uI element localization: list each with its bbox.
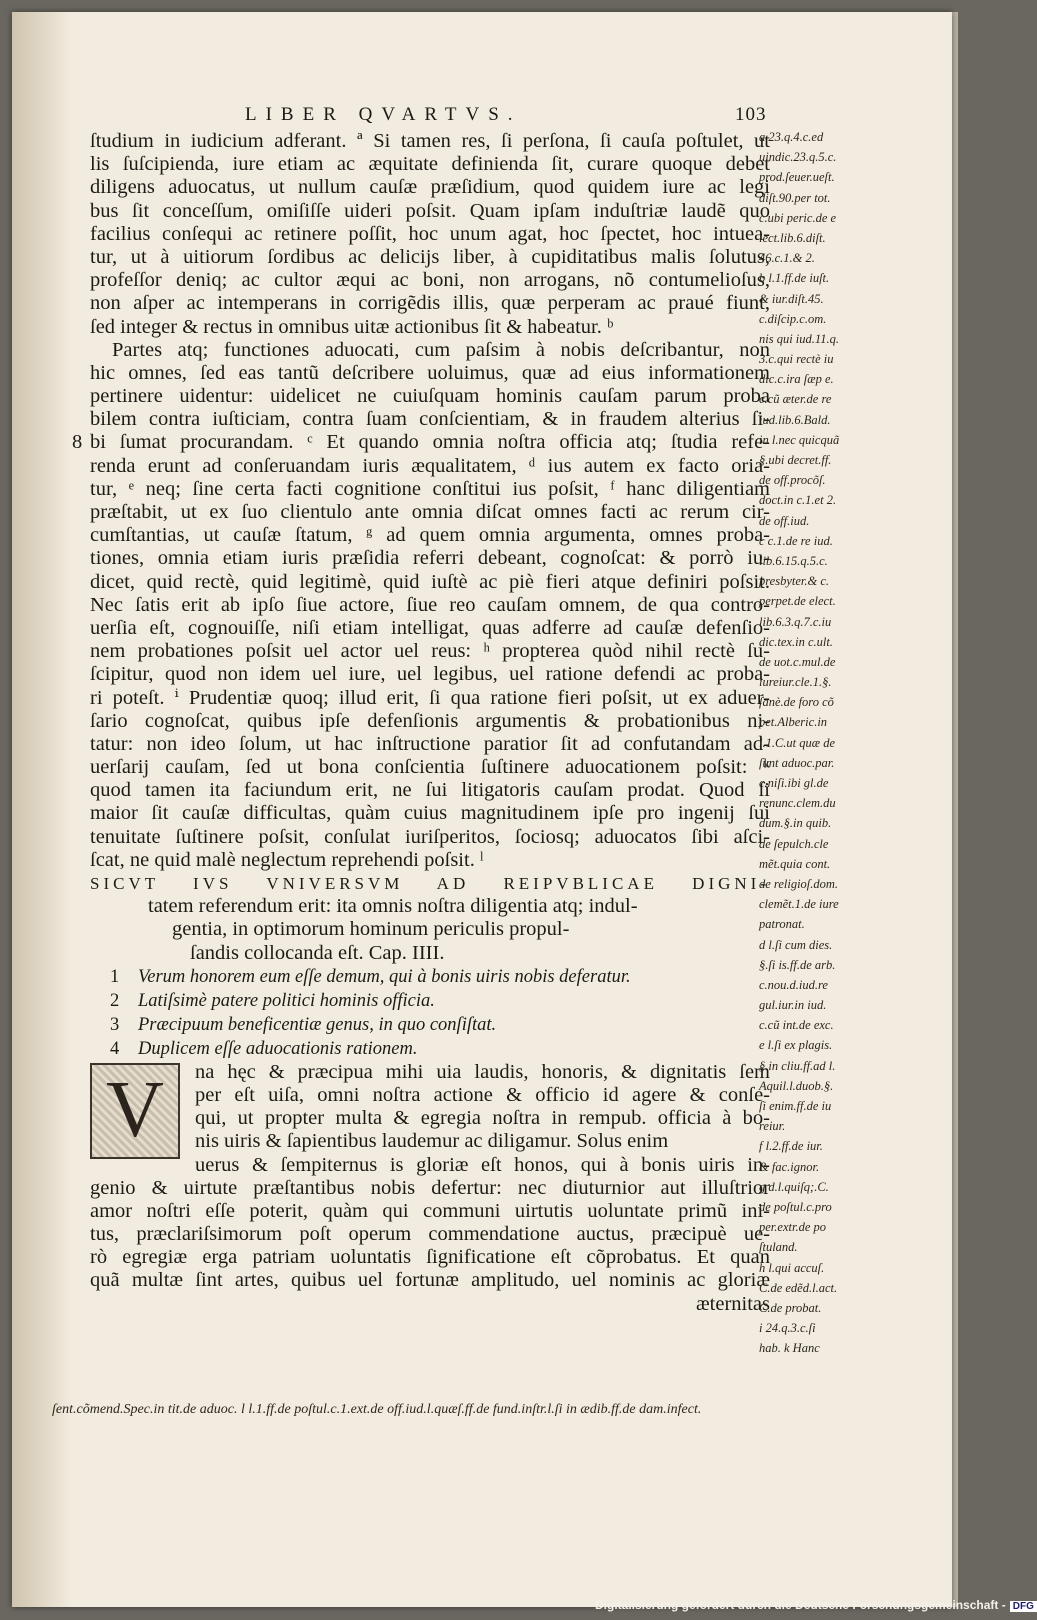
text-line: cumſtantias, ut cauſæ ſtatum, ᵍ ad quem omnia argumenta, omnes proba- — [90, 524, 770, 547]
text-line: bi ſumat procurandam. ᶜ Et quando omnia noſtra officia atq; ſtudia refe- 8 — [72, 431, 770, 454]
summary-text: Duplicem eſſe aduocationis rationem. — [138, 1038, 418, 1059]
margin-note: patronat. — [759, 917, 805, 932]
text-line: ri poteſt. ⁱ Prudentiæ quoq; illud erit, ſi qua ratione fieri poſsit, ut ex aduer- — [90, 686, 770, 709]
decorated-initial: V — [90, 1063, 180, 1159]
text-line: per eſt uiſa, omni noſtra actione & officio id agere & conſe- — [195, 1083, 770, 1106]
margin-note: uindic.23.q.5.c. — [759, 150, 837, 165]
margin-note: dic.c.ira ſæp e. — [759, 372, 834, 387]
text-line: tur, ᵉ neq; ſine certa facti cognitione conſtitui ius poſsit, ᶠ hanc diligentiam — [90, 477, 770, 500]
summary-text: Latiſsimè patere politici hominis officia. — [138, 990, 435, 1011]
page-gutter — [12, 12, 72, 1607]
margin-note: per.extr.de po — [759, 1220, 826, 1235]
margin-note: de religioſ.dom. — [759, 876, 839, 891]
text-line: ſtudium in iudicium adferant. ª Si tamen res, ſi perſona, ſi cauſa poſtulet, ut — [90, 130, 770, 152]
margin-note: gul.iur.in iud. — [759, 998, 827, 1013]
chapter-heading-caps: SICVT IVS VNIVERSVM AD REIPVBLICAE DIGNI- — [90, 874, 770, 893]
margin-note: iureiur.cle.1.§. — [759, 675, 832, 690]
chapter-heading-line: ſandis collocanda eſt. Cap. IIII. — [190, 941, 445, 964]
text-line: præſtabit, ut ex ſuo clientulo ante omnia diſcat omnes facti ac rerum cir- — [90, 501, 770, 523]
margin-note: presbyter.& c. — [759, 574, 830, 589]
margin-note: renunc.clem.du — [759, 796, 836, 811]
text-line: tur, ut à uitiorum ſordibus ac delicijs liber, à cupiditatibus malis ſolutus, — [90, 245, 770, 268]
dfg-logo: DFG — [1010, 1601, 1037, 1612]
text-line: nis uiris & ſapientibus laudemur ac diligamur. Solus enim — [195, 1130, 669, 1153]
text-line: uerſia eſt, cognouiſſe, niſi etiam intelligat, quas adferre ad cauſæ defenſio- — [90, 616, 770, 639]
margin-note: §.ſi is.ff.de arb. — [759, 957, 836, 972]
margin-note: b l.1.ff.de iuſt. — [759, 271, 830, 286]
margin-note: e l.ſi ex plagis. — [759, 1038, 833, 1053]
margin-note: & fac.ignor. — [759, 1159, 820, 1174]
margin-note: c.cũ æter.de re — [759, 392, 832, 407]
margin-note: C.de probat. — [759, 1300, 822, 1315]
margin-note: 3.c.qui rectè iu — [759, 352, 834, 367]
margin-note: in l.nec quicquã — [759, 432, 840, 447]
text-line: bus ſit conceſſum, omiſiſſe uideri poſsit. Quam ipſam induſtriæ laudẽ quo — [90, 199, 770, 222]
margin-note: de off.iud. — [759, 513, 810, 528]
text-line: dicet, quid rectè, quid legitimè, quid iuſtè ac piè fieri atque definiri poſsit. — [90, 570, 770, 593]
margin-note: §.ubi decret.ff. — [759, 453, 832, 467]
summary-item — [90, 965, 770, 989]
summary-text: Verum honorem eum eſſe demum, qui à bonis uiris nobis deferatur. — [138, 966, 631, 987]
margin-note: Aquil.l.duob.§. — [759, 1078, 834, 1093]
text-line: genio & uirtute præſtantibus nobis defertur: nec diuturnior aut illuſtrior — [90, 1176, 770, 1199]
margin-note: perpet.de elect. — [759, 594, 836, 609]
summary-number: 1 — [110, 966, 120, 987]
text-line: nem probationes poſsit uel actor uel reus: ʰ propterea quòd nihil rectè ſu- — [90, 640, 770, 663]
text-line: lis ſuſcipienda, iure etiam ac æquitate definienda ſit, curare quoque debet — [90, 153, 770, 176]
summary-item — [90, 1037, 770, 1061]
margin-note: §.in cliu.ff.ad l. — [759, 1058, 836, 1073]
text-line: qui, ut propter multa & egregia noſtra in rempub. officia à bo- — [195, 1107, 770, 1130]
margin-note: diſt.90.per tot. — [759, 190, 831, 205]
running-header — [245, 104, 770, 126]
margin-note: lect.lib.6.diſt. — [759, 230, 826, 245]
chapter-heading-line: tatem referendum erit: ita omnis noſtra diligentia atq; indul- — [148, 895, 638, 918]
running-title: LIBER QVARTVS. — [245, 104, 522, 125]
text-line: na hęc & præcipua mihi uia laudis, honoris, & dignitatis ſem — [195, 1060, 770, 1083]
margin-note: & iur.diſt.45. — [759, 291, 824, 306]
text-line: Nec ſatis erit ab ipſo ſiue actore, ſiue reo cauſam omnem, de qua contro- — [90, 593, 770, 616]
margin-note: ſi enim.ff.de iu — [759, 1099, 832, 1113]
chapter-heading — [90, 872, 770, 965]
line-number: 8 — [72, 431, 83, 454]
margin-note: C.de edẽd.l.act. — [759, 1280, 838, 1295]
margin-note: clemẽt.1.de iure — [759, 897, 839, 912]
initial-lines — [90, 1061, 770, 1177]
text-line: profeſſor deniq; ac cultor æqui ac boni, non arrogans, nõ contumelioſus, — [90, 269, 770, 292]
margin-note: ſtuland. — [759, 1240, 798, 1255]
margin-notes — [759, 127, 879, 1358]
margin-note: a 23.q.4.c.ed — [759, 130, 824, 144]
text-line: ſcat, ne quid malè neglectum reprehendi poſsit. ˡ — [90, 848, 484, 871]
margin-note: f l.2.ff.de iur. — [759, 1139, 823, 1154]
margin-note: de uot.c.mul.de — [759, 654, 836, 669]
text-line: Partes atq; functiones aduocati, cum paſsim à nobis deſcribantur, non — [112, 338, 770, 361]
digitization-credit — [595, 1598, 1037, 1612]
margin-note: c.cũ int.de exc. — [759, 1018, 834, 1033]
chapter-summary — [90, 965, 770, 1061]
margin-note: doct.in c.1.et 2. — [759, 493, 837, 508]
summary-number: 3 — [110, 1014, 120, 1035]
text-line: quod tamen ita faciundum erit, ne ſui litigatoris cauſam prodat. Quod ſi — [90, 779, 770, 802]
margin-note: c.diſcip.c.om. — [759, 311, 827, 326]
body-paragraphs — [72, 130, 770, 872]
text-line: facilius conſequi ac retinere poſſit, hoc unum agat, hoc ſpectet, hoc intuea- — [90, 222, 770, 245]
summary-number: 2 — [110, 990, 120, 1011]
margin-note: c.niſi.ibi gl.de — [759, 776, 829, 790]
summary-item — [90, 989, 770, 1013]
margin-note: c c.1.de re iud. — [759, 533, 833, 548]
text-line: tus, præclariſsimorum poſt operum commendatione auctus, præcipuè ue- — [90, 1223, 770, 1246]
bottom-annotation-strip: ſent.cõmend.Spec.in tit.de aduoc. l l.1.ff.de poſtul.c.1.ext.de off.iud.l.quæſ.ff.de fund.inſtr.l.ſi in ædib.ff.de dam.infect. — [52, 1402, 702, 1417]
margin-note: iud.lib.6.Bald. — [759, 412, 831, 427]
text-line: quã multæ ſint artes, quibus uel fortunæ amplitudo, uel nominis ac gloriæ — [90, 1269, 770, 1292]
summary-item — [90, 1013, 770, 1037]
text-line: bilem contra iuſticiam, contra ſuam conſcientiam, & in fraudem alterius ſi- — [90, 408, 770, 431]
summary-number: 4 — [110, 1038, 120, 1059]
margin-note: de ſepulch.cle — [759, 836, 829, 851]
margin-note: pet.Alberic.in — [759, 715, 828, 730]
text-line: renda erunt ad conſeruandam iuris æqualitatem, ᵈ ius autem ex facto oria- — [90, 454, 770, 477]
text-line: amor noſtri eſſe poterit, quàm qui communi uirtutis uoluntate primũ ini- — [90, 1199, 770, 1222]
text-line: tiones, omnia etiam iuris præſidia referri debeant, cognoſcat: & porrò iu- — [90, 547, 770, 570]
margin-note: d l.ſi cum dies. — [759, 937, 833, 952]
text-line: uerus & ſempiternus is gloriæ eſt honos, qui à bonis uiris in- — [195, 1153, 770, 1176]
text-line: tatur: non ideo ſolum, ut hac inſtructione paratior ſit ad confutandam ad- — [90, 732, 770, 755]
summary-text: Præcipuum beneficentiæ genus, in quo conſiſtat. — [138, 1014, 497, 1035]
text-line: non aſper ac intemperans in corrigẽdis illis, quæ perperam ac praué fiunt, — [90, 292, 770, 315]
text-line: maior ſit cauſæ difficultas, quàm cuius magnitudinem ipſe pro ingenij ſui — [90, 802, 770, 825]
margin-note: nis qui iud.11.q. — [759, 331, 839, 346]
margin-note: lib.6.15.q.5.c. — [759, 553, 828, 568]
margin-note: g d.l.quiſq;.C. — [759, 1179, 829, 1194]
margin-note: c.ubi peric.de e — [759, 210, 837, 225]
text-line: ſcipitur, quod non idem uel iure, uel legibus, uel ratione defendi ac proba- — [90, 663, 770, 686]
text-line: hic omnes, ſed eas tantũ deſcribere uoluimus, quæ ad eius informationem — [90, 361, 770, 384]
text-line: uerſarij cauſam, ſed ut bona conſcientia ſuſtinere aduocationem poſsit: ᵏ — [90, 756, 770, 779]
main-text-block — [72, 104, 770, 1316]
margin-note: ſunt aduoc.par. — [759, 755, 835, 770]
credit-text: Digitalisierung gefördert durch die Deutsche Forschungsgemeinschaft - — [595, 1598, 1006, 1612]
margin-note: hab. k Hanc — [759, 1341, 820, 1356]
margin-note: mẽt.quia cont. — [759, 856, 831, 871]
margin-note: dum.§.in quib. — [759, 816, 832, 831]
margin-note: h l.qui accuſ. — [759, 1260, 825, 1275]
opening-paragraph — [90, 1061, 770, 1177]
margin-note: 46.c.1.& 2. — [759, 251, 815, 266]
text-line: ſario cognoſcat, quibus ipſe defenſionis argumentis & probationibus ni- — [90, 709, 770, 732]
margin-note: de poſtul.c.pro — [759, 1199, 832, 1214]
margin-note: de off.procõſ. — [759, 473, 826, 488]
text-line: ſed integer & rectus in omnibus uitæ actionibus ſit & habeatur. ᵇ — [90, 315, 614, 338]
margin-note: l.1.C.ut quæ de — [759, 735, 836, 750]
margin-note: lib.6.3.q.7.c.iu — [759, 614, 832, 629]
margin-note: prod.ſeuer.ueſt. — [759, 170, 835, 185]
folio-number: 103 — [735, 104, 767, 125]
text-line: pertinere uidentur: uidelicet ne cuiuſquam hominis cauſam parum proba — [90, 385, 770, 408]
margin-note: ſanè.de foro cõ — [759, 695, 834, 710]
book-page — [12, 12, 952, 1607]
text-line: rò egregiæ erga patriam uoluntatis ſignificatione eſt cõprobatus. Et quan — [90, 1246, 770, 1269]
page-edge — [952, 12, 958, 1607]
text-line: diligens aduocatus, ut nullum cauſæ præſidium, quod quidem iure ac legi — [90, 176, 770, 199]
margin-note: reiur. — [759, 1119, 786, 1134]
margin-note: i 24.q.3.c.ſi — [759, 1321, 816, 1336]
closing-lines — [90, 1177, 770, 1293]
chapter-heading-line: gentia, in optimorum hominum periculis propul- — [172, 918, 570, 941]
text-line: tenuitate ſuſtinere poſsit, conſulat iuriſperitos, ſociosq; aduocatos ſibi aſci- — [90, 825, 770, 848]
catchword: æternitas — [695, 1292, 770, 1315]
margin-note: c.nou.d.iud.re — [759, 977, 828, 992]
margin-note: dic.tex.in c.ult. — [759, 634, 833, 649]
